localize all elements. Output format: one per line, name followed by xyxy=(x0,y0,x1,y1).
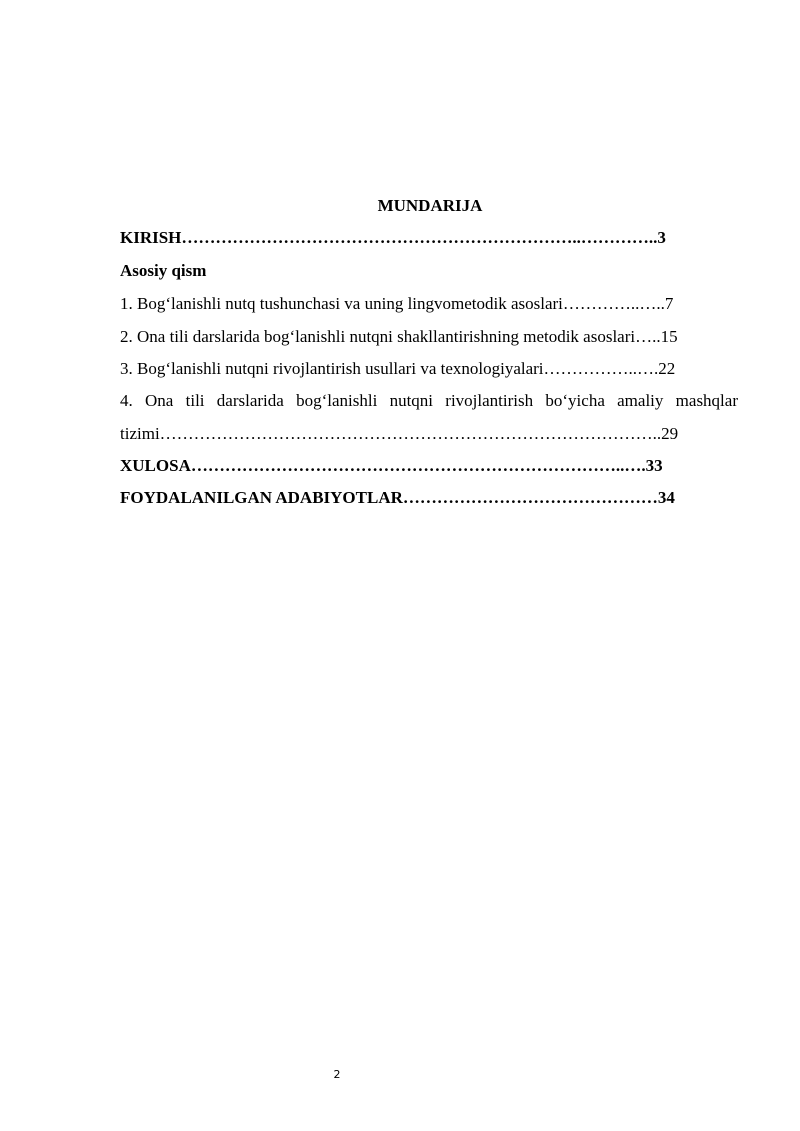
toc-section-heading: Asosiy qism xyxy=(120,261,207,280)
toc-entry-1: 1. Bog‘lanishli nutq tushunchasi va uning lingvometodik asoslari…………..…..7 xyxy=(120,294,674,313)
toc-entry-adabiyotlar: FOYDALANILGAN ADABIYOTLAR………………………………………34 xyxy=(120,488,675,507)
page-number: 2 xyxy=(333,1068,341,1081)
toc-entry-4: 4. Ona tili darslarida bog‘lanishli nutqni rivojlantirish bo‘yicha amaliy mashqlar xyxy=(120,391,738,410)
toc-entry-4-continuation: tizimi……………………………………………………………………………..29 xyxy=(120,424,679,443)
toc-entry-kirish: KIRISH……………………………………………………………..…………..3 xyxy=(120,228,666,247)
toc-entry-xulosa: XULOSA…………………………………………………………………..….33 xyxy=(120,456,663,475)
toc-entry-3: 3. Bog‘lanishli nutqni rivojlantirish usullari va texnologiyalari……………..….22 xyxy=(120,359,676,378)
toc-entry-2: 2. Ona tili darslarida bog‘lanishli nutqni shakllantirishning metodik asoslari…..15 xyxy=(120,327,678,346)
toc-title: MUNDARIJA xyxy=(377,196,483,215)
